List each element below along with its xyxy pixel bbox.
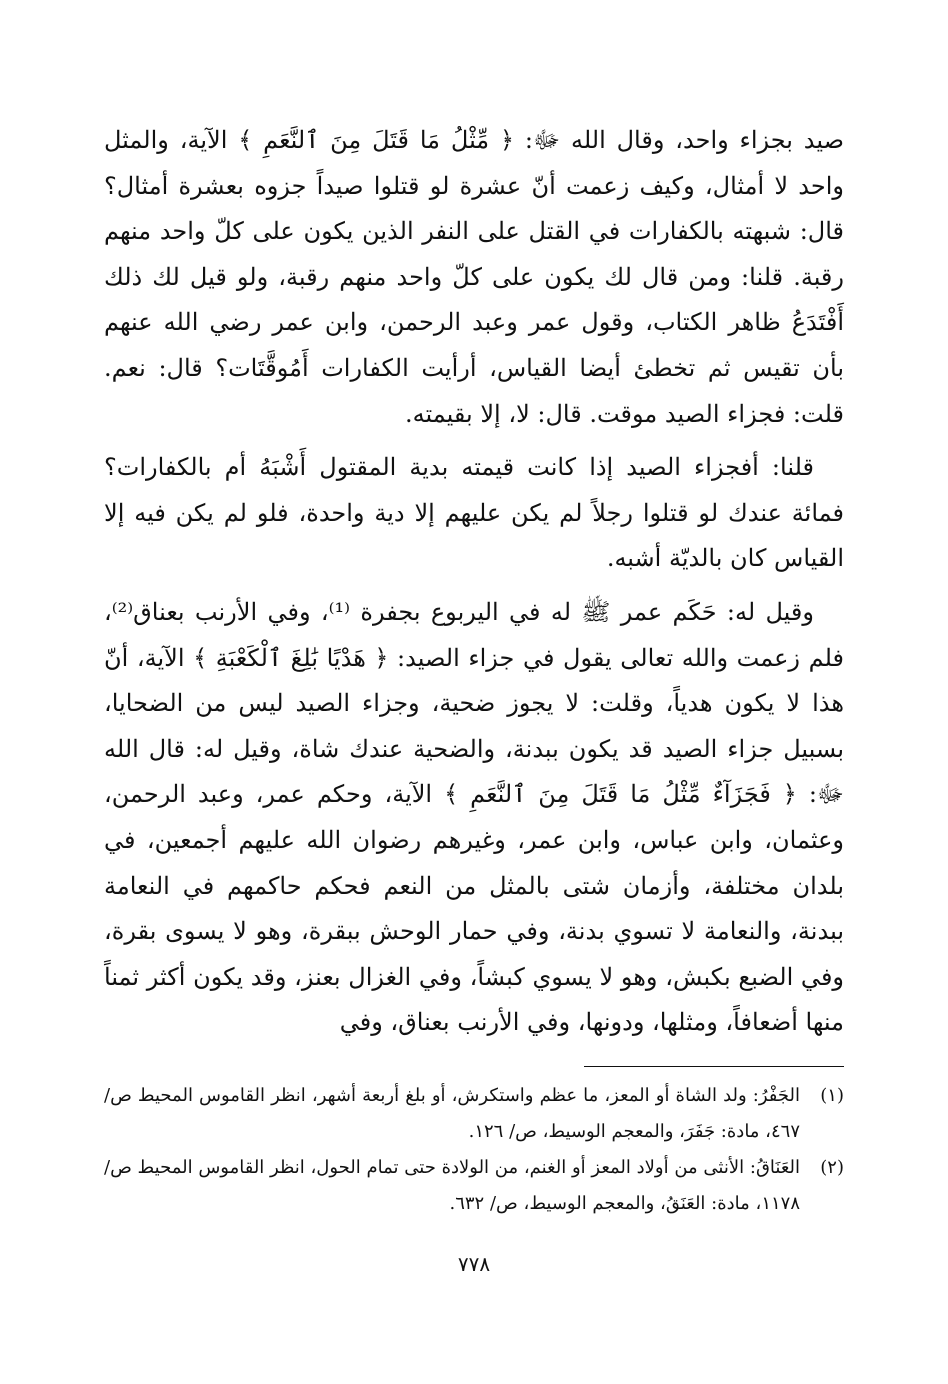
- footnote-divider: [584, 1066, 844, 1067]
- footnote-1: [104, 1078, 844, 1150]
- paragraph-3: وقيل له: حَكَم عمر ﷺ له في اليربوع بجفرة ⁽¹⁾، وفي الأرنب بعناق⁽²⁾، فلم زعمت والله تعالى يقول في جزاء الصيد: ﴿ هَدْيًا بَٰلِغَ ٱلْكَعْبَةِ ﴾ الآية، أنّ هذا لا يكون هدياً، وقلت: لا يجوز ضحية، وجزاء الصيد ليس من الضحايا، بسبيل جزاء الصيد قد يكون ببدنة، والضحية عندك شاة، وقيل له: قال الله ﷻ: ﴿ فَجَزَآءٌ مِّثْلُ مَا قَتَلَ مِنَ ٱلنَّعَمِ ﴾ الآية، وحكم عمر، وعبد الرحمن، وعثمان، وابن عباس، وابن عمر، وغيرهم رضوان الله عليهم أجمعين، في بلدان مختلفة، وأزمان شتى بالمثل من النعم فحكم حاكمهم في النعامة ببدنة، والنعامة لا تسوي بدنة، وفي حمار الوحش ببقرة، وهو لا يسوى بقرة، وفي الضبع بكبش، وهو لا يسوي كبشاً، وفي الغزال بعنز، وقد يكون أكثر ثمناً منها أضعافاً، ومثلها، ودونها، وفي الأرنب بعناق، وفي: [104, 597, 845, 1037]
- footnote-text: الجَفْرُ: ولد الشاة أو المعز، ما عظم واستكرش، أو بلغ أربعة أشهر، انظر القاموس المحيط ص/ ٤٦٧، مادة: جَفَرَ، والمعجم الوسيط، ص/ ١٢٦.: [104, 1085, 800, 1142]
- footnote-number: (١): [820, 1085, 844, 1106]
- footnote-number: (٢): [820, 1157, 844, 1178]
- paragraph-1: صيد بجزاء واحد، وقال الله ﷻ: ﴿ مِّثْلُ مَا قَتَلَ مِنَ ٱلنَّعَمِ ﴾ الآية، والمثل واحد لا أمثال، وكيف زعمت أنّ عشرة لو قتلوا صيداً جزوه بعشرة أمثال؟ قال: شبهته بالكفارات في القتل على النفر الذين يكون على كلّ واحد منهم رقبة. قلنا: ومن قال لك يكون على كلّ واحد منهم رقبة، ولو قيل لك ذلك أَفْتَدَعُ ظاهر الكتاب، وقول عمر وعبد الرحمن، وابن عمر رضي الله عنهم بأن تقيس ثم تخطئ أيضا القياس، أرأيت الكفارات أَمُوقَّتَات؟ قال: نعم. قلت: فجزاء الصيد موقت. قال: لا، إلا بقيمته.: [104, 126, 844, 428]
- footnotes: [104, 1078, 844, 1222]
- footnote-2: [104, 1150, 844, 1222]
- paragraph-2: قلنا: أفجزاء الصيد إذا كانت قيمته بدية المقتول أَشْبَهُ أم بالكفارات؟ فمائة عندك لو قتلوا رجلاً لم يكن عليهم إلا دية واحدة، فلو لم يكن فيه إلا القياس كان بالديّة أشبه.: [104, 453, 844, 573]
- page-number: ٧٧٨: [457, 1252, 491, 1276]
- main-text: [104, 118, 844, 1046]
- footnote-text: العَنَاقُ: الأنثى من أولاد المعز أو الغنم، من الولادة حتى تمام الحول، انظر القاموس المحيط ص/ ١١٧٨، مادة: العَنَقُ، والمعجم الوسيط، ص/ ٦٣٢.: [104, 1157, 800, 1214]
